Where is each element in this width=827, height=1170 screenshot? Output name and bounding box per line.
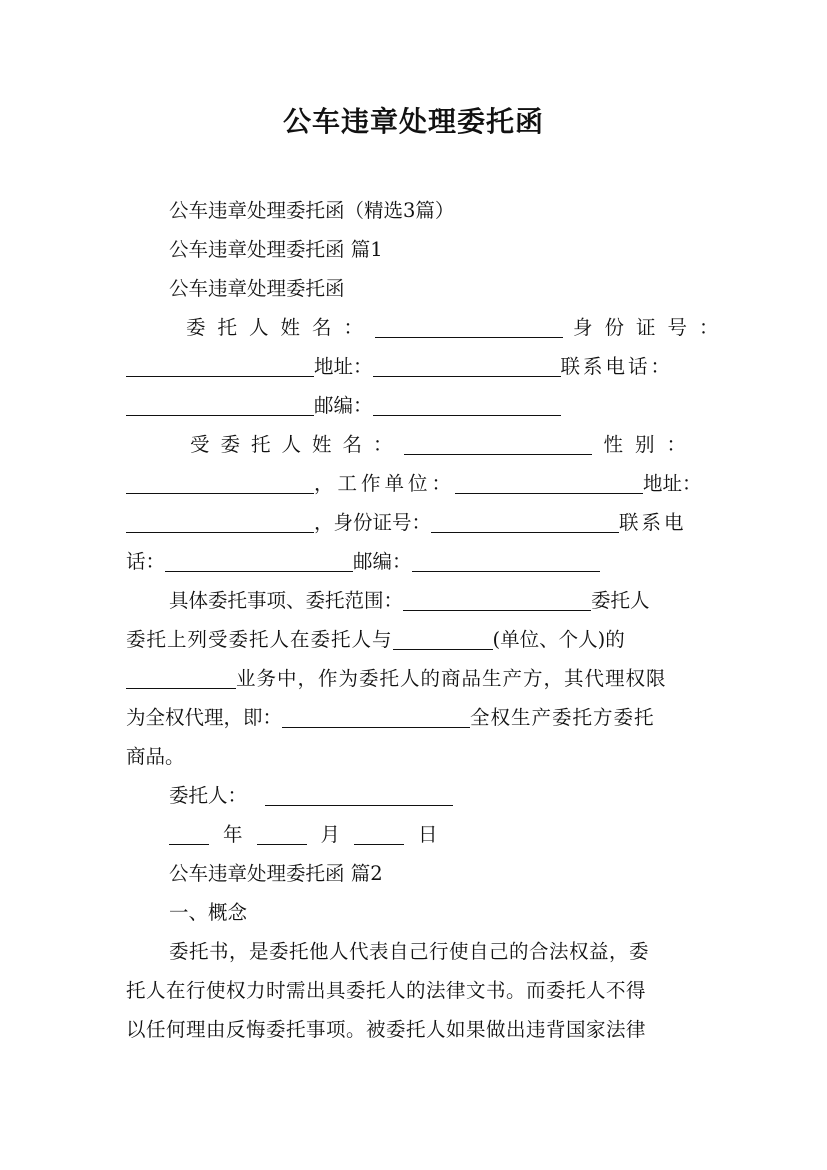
body-paragraph-line-1: 委托书，是委托他人代表自己行使自己的合法权益，委: [169, 940, 650, 963]
scope-text-2: 委托上列受委托人在委托人与: [126, 628, 393, 651]
postcode-label: 邮编：: [314, 394, 373, 417]
concept-heading: 一、概念: [169, 901, 248, 924]
business-blank: [126, 666, 236, 689]
body-paragraph-line-3: 以任何理由反悔委托事项。被委托人如果做出违背国家法律: [126, 1018, 647, 1041]
postcode-blank: [373, 393, 561, 416]
year-label: 年: [223, 823, 243, 846]
month-label: 月: [320, 823, 341, 846]
agent-postcode-label: 邮编：: [353, 550, 412, 573]
principal-name-label: 委托人姓名：: [186, 316, 376, 339]
agent-phone-label: 联系电: [619, 511, 687, 534]
workplace-label: ，工作单位：: [314, 472, 456, 495]
workplace-blank: [455, 471, 643, 494]
authority-blank: [282, 705, 470, 728]
phone-blank: [126, 393, 314, 416]
year-blank: [169, 822, 209, 845]
gender-label: 性别：: [603, 433, 699, 456]
date-row: [169, 820, 702, 850]
agent-address-label: 地址：: [643, 472, 702, 495]
address-label: 地址：: [314, 355, 373, 378]
day-label: 日: [418, 823, 438, 846]
principal-name-row: [186, 313, 731, 343]
letter-heading: 公车违章处理委托函: [169, 277, 345, 300]
agent-name-blank: [404, 432, 592, 455]
section-heading-1: 公车违章处理委托函 篇1: [169, 238, 383, 261]
agent-id-row: [126, 508, 702, 538]
document-title: 公车违章处理委托函: [282, 105, 544, 138]
agent-name-label: 受委托人姓名：: [190, 433, 404, 456]
scope-row-5: 商品。: [126, 745, 185, 768]
gender-blank: [126, 471, 314, 494]
agent-id-label: ，身份证号：: [314, 511, 432, 534]
principal-sign-blank: [265, 783, 453, 806]
scope-blank: [403, 588, 591, 611]
agent-phone-blank: [165, 549, 353, 572]
scope-row-4: [126, 703, 702, 733]
id-number-blank: [126, 354, 314, 377]
id-number-label: 身份证号：: [573, 316, 731, 339]
principal-name-blank: [375, 315, 563, 338]
scope-label: 具体委托事项、委托范围：: [169, 589, 404, 612]
scope-text-3: (单位、个人)的: [492, 628, 625, 651]
counterparty-blank: [393, 627, 493, 650]
postcode-row: [126, 391, 702, 421]
scope-text-5: 为全权代理，即：: [126, 706, 283, 729]
workplace-row: [126, 469, 702, 499]
agent-postcode-blank: [412, 549, 600, 572]
scope-text-4: 业务中，作为委托人的商品生产方，其代理权限: [236, 667, 667, 690]
phone-label: 联系电话：: [560, 355, 674, 378]
subtitle-selected: 公车违章处理委托函（精选3篇）: [169, 199, 455, 222]
section-heading-2: 公车违章处理委托函 篇2: [169, 862, 383, 885]
agent-address-blank: [126, 510, 314, 533]
scope-text-1: 委托人: [591, 589, 650, 612]
agent-phone-label-cont: 话：: [126, 550, 166, 573]
scope-row-3: [126, 664, 702, 694]
principal-sign-label: 委托人：: [169, 784, 248, 807]
agent-postcode-row: [126, 547, 702, 577]
address-row: [126, 352, 702, 382]
agent-name-row: [190, 430, 702, 460]
scope-row-2: [126, 625, 702, 655]
principal-sign-row: [169, 781, 702, 811]
day-blank: [354, 822, 404, 845]
agent-id-blank: [431, 510, 619, 533]
month-blank: [257, 822, 307, 845]
scope-text-6: 全权生产委托方委托: [470, 706, 655, 729]
body-paragraph-line-2: 托人在行使权力时需出具委托人的法律文书。而委托人不得: [126, 979, 647, 1002]
scope-row: [169, 586, 702, 616]
address-blank: [373, 354, 561, 377]
